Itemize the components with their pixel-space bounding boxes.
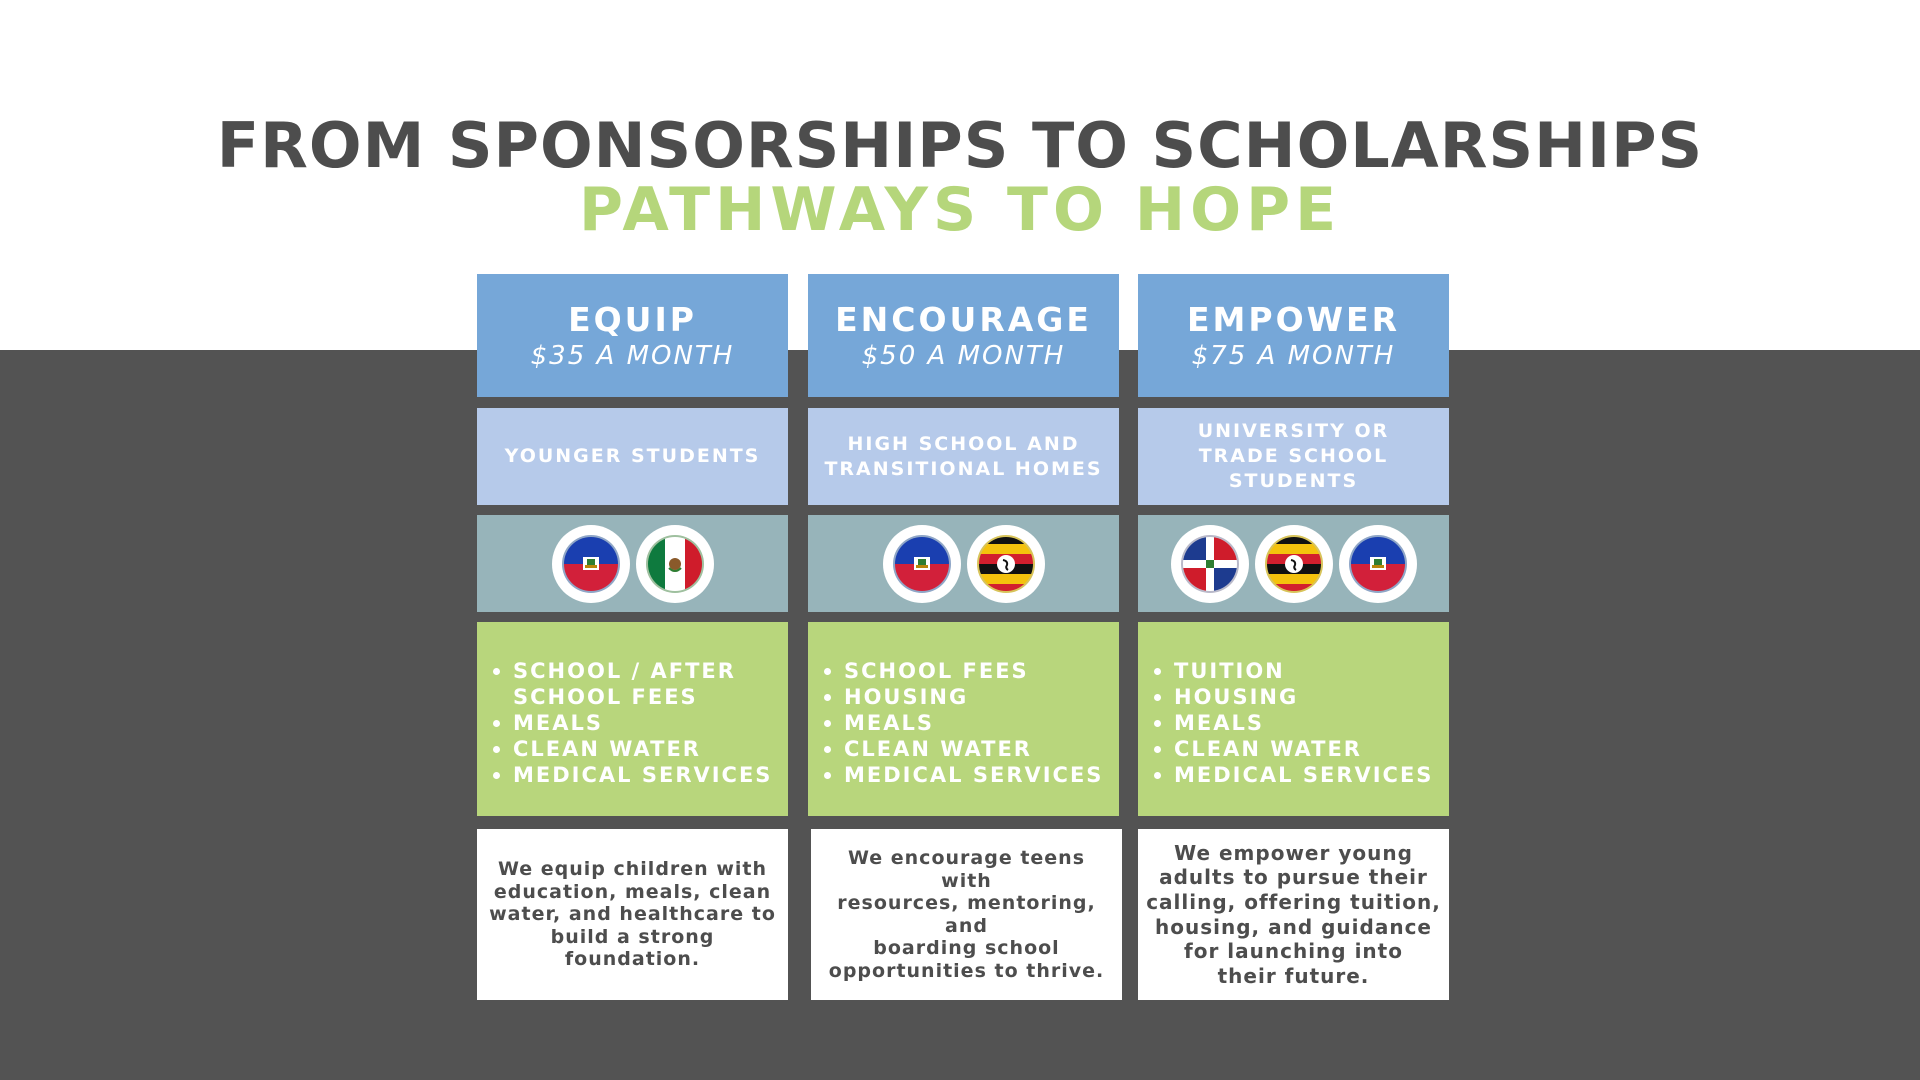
description-line: adults to pursue their: [1159, 865, 1428, 890]
mexico-flag-icon: [636, 525, 714, 603]
audience-line: TRADE SCHOOL: [1198, 445, 1389, 467]
tier-benefits: [808, 622, 1119, 816]
flag-row: [1138, 515, 1449, 612]
uganda-flag-icon: [967, 525, 1045, 603]
description-line: for launching into: [1184, 939, 1403, 964]
tier-audience: [808, 408, 1119, 505]
audience-line: UNIVERSITY OR: [1197, 420, 1390, 442]
uganda-flag-icon: [1255, 525, 1333, 603]
tier-price: $50 A MONTH: [861, 341, 1066, 371]
tier-audience: [1138, 408, 1449, 505]
haiti-flag-icon: [883, 525, 961, 603]
benefit-item: MEDICAL SERVICES: [1154, 762, 1441, 788]
description-line: education, meals, clean: [493, 880, 772, 903]
tier-name: EMPOWER: [1187, 300, 1400, 339]
tier-benefits: [1138, 622, 1449, 816]
tier-header: [1138, 274, 1449, 397]
tier-name: EQUIP: [568, 300, 697, 339]
description-line: build a strong foundation.: [550, 925, 715, 971]
benefit-item: MEDICAL SERVICES: [493, 762, 780, 788]
description-line: calling, offering tuition,: [1146, 889, 1441, 914]
benefit-item: TUITION: [1154, 658, 1441, 684]
tier-header: [808, 274, 1119, 397]
dominican-republic-flag-icon: [1171, 525, 1249, 603]
audience-line: HIGH SCHOOL AND: [847, 432, 1080, 455]
description-line: boarding school: [873, 937, 1060, 959]
description-line: We equip children with: [497, 858, 767, 881]
flag-row: [808, 515, 1119, 612]
page-subtitle: PATHWAYS TO HOPE: [578, 175, 1342, 245]
page-title: FROM SPONSORSHIPS TO SCHOLARSHIPS: [216, 109, 1704, 182]
benefit-item: CLEAN WATER: [1154, 736, 1441, 762]
audience-line: YOUNGER STUDENTS: [504, 445, 761, 467]
benefit-item: HOUSING: [1154, 684, 1441, 710]
haiti-flag-icon: [552, 525, 630, 603]
description-line: resources, mentoring, and: [837, 892, 1096, 937]
description-line: We empower young: [1174, 840, 1413, 865]
description-line: We encourage teens with: [847, 847, 1086, 892]
tier-benefits: [477, 622, 788, 816]
tier-name: ENCOURAGE: [835, 300, 1092, 339]
description-line: their future.: [1217, 963, 1370, 988]
haiti-flag-icon: [1339, 525, 1417, 603]
benefit-item: HOUSING: [824, 684, 1111, 710]
tier-price: $75 A MONTH: [1191, 341, 1396, 371]
flag-row: [477, 515, 788, 612]
benefit-item: CLEAN WATER: [493, 736, 780, 762]
description-line: housing, and guidance: [1155, 914, 1432, 939]
benefit-item: SCHOOL FEES: [824, 658, 1111, 684]
benefit-item: MEDICAL SERVICES: [824, 762, 1111, 788]
tier-header: [477, 274, 788, 397]
tier-description: [477, 829, 788, 1000]
tier-description: [811, 829, 1122, 1000]
description-line: opportunities to thrive.: [828, 959, 1105, 982]
audience-line: STUDENTS: [1228, 470, 1359, 492]
tier-price: $35 A MONTH: [530, 341, 735, 371]
benefit-item: CLEAN WATER: [824, 736, 1111, 762]
tier-description: [1138, 829, 1449, 1000]
benefit-item: MEALS: [493, 710, 780, 736]
audience-line: TRANSITIONAL HOMES: [824, 457, 1103, 480]
description-line: water, and healthcare to: [489, 903, 776, 926]
benefit-item: MEALS: [1154, 710, 1441, 736]
benefit-item: MEALS: [824, 710, 1111, 736]
tier-audience: [477, 408, 788, 505]
benefit-item: SCHOOL / AFTER SCHOOL FEES: [493, 658, 780, 710]
